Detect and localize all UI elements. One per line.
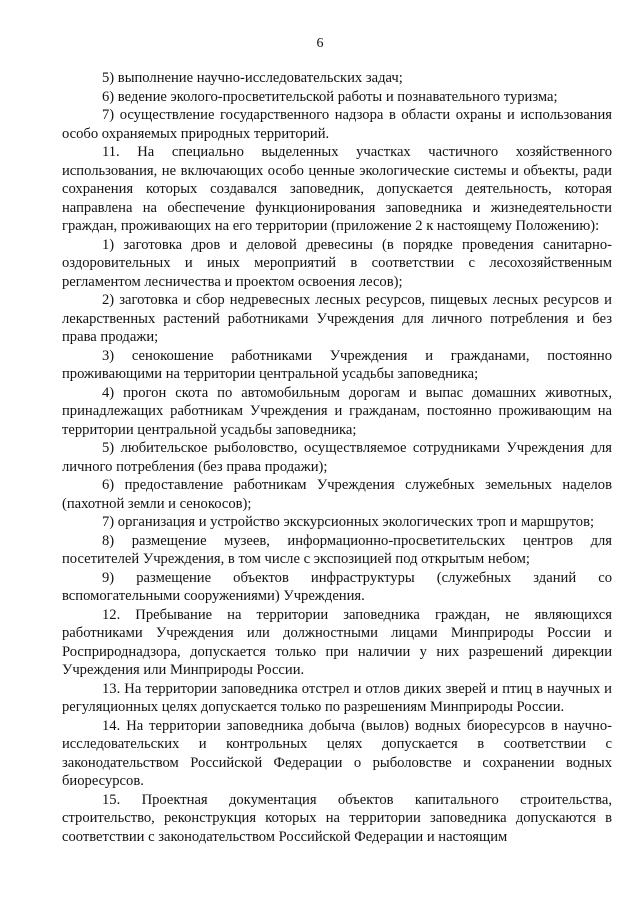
paragraph-item-5: 5) выполнение научно-исследовательских задач;	[102, 70, 403, 86]
paragraph-clause-11-item-4: 4) прогон скота по автомобильным дорогам и выпас домашних животных, принадлежащих работникам Учреждения и гражданам, постоянно проживающим на территории центральной усадьбы заповедника;	[62, 384, 612, 438]
paragraph-clause-11-item-2: 2) заготовка и сбор недревесных лесных ресурсов, пищевых лесных ресурсов и лекарственных растений работниками Учреждения для личного потребления и без права продажи;	[62, 292, 612, 345]
paragraph-clause-12: 12. Пребывание на территории заповедника граждан, не являющихся работниками Учреждения или должностными лицами Минприроды России и Росприроднадзора, допускается только при наличии у них разрешений дирекции Учреждения или Минприроды России.	[62, 606, 612, 678]
paragraph-clause-11-item-6: 6) предоставление работникам Учреждения служебных земельных наделов (пахотной земли и сенокосов);	[62, 477, 612, 512]
document-body	[62, 69, 612, 846]
paragraph-item-6: 6) ведение эколого-просветительской работы и познавательного туризма;	[102, 88, 558, 105]
paragraph-clause-11-item-7: 7) организация и устройство экскурсионных экологических троп и маршрутов;	[102, 514, 595, 530]
paragraph-clause-11-item-9: 9) размещение объектов инфраструктуры (служебных зданий со вспомогательными сооружениями) Учреждения.	[62, 569, 612, 604]
paragraph-clause-13: 13. На территории заповедника отстрел и отлов диких зверей и птиц в научных и регуляционных целях допускается только по разрешениям Минприроды России.	[62, 680, 612, 715]
paragraph-clause-11-item-1: 1) заготовка дров и деловой древесины (в порядке проведения санитарно-оздоровительных и иных мероприятий в соответствии с лесохозяйственным регламентом лесничества и проектом освоения лесов);	[62, 236, 612, 290]
paragraph-item-7: 7) осуществление государственного надзора в области охраны и использования особо охраняемых природных территорий.	[62, 107, 612, 142]
paragraph-clause-11-item-8: 8) размещение музеев, информационно-просветительских центров для посетителей Учреждения, в том числе с экспозицией под открытым небом;	[62, 532, 612, 567]
paragraph-clause-14: 14. На территории заповедника добыча (вылов) водных биоресурсов в научно-исследовательских и контрольных целях допускается в соответствии с законодательством Российской Федерации о рыболовстве и сохранении водных биоресурсов.	[62, 717, 612, 789]
paragraph-clause-15: 15. Проектная документация объектов капитального строительства, строительство, реконструкция которых на территории заповедника допускаются в соответствии с законодательством Российской Федерации и настоящим	[62, 791, 612, 845]
paragraph-clause-11-item-5: 5) любительское рыболовство, осуществляемое сотрудниками Учреждения для личного потребления (без права продажи);	[62, 440, 612, 475]
paragraph-clause-11: 11. На специально выделенных участках частичного хозяйственного использования, не включающих особо ценные экологические системы и объекты, ради сохранения которых создавался заповедник, допускается деятельность, которая направлена на обеспечение функционирования заповедника и жизнедеятельности граждан, проживающих на его территории (приложение 2 к настоящему Положению):	[62, 144, 612, 234]
paragraph-clause-11-item-3: 3) сенокошение работниками Учреждения и гражданами, постоянно проживающими на территории центральной усадьбы заповедника;	[62, 347, 612, 382]
page-number: 6	[316, 36, 324, 51]
